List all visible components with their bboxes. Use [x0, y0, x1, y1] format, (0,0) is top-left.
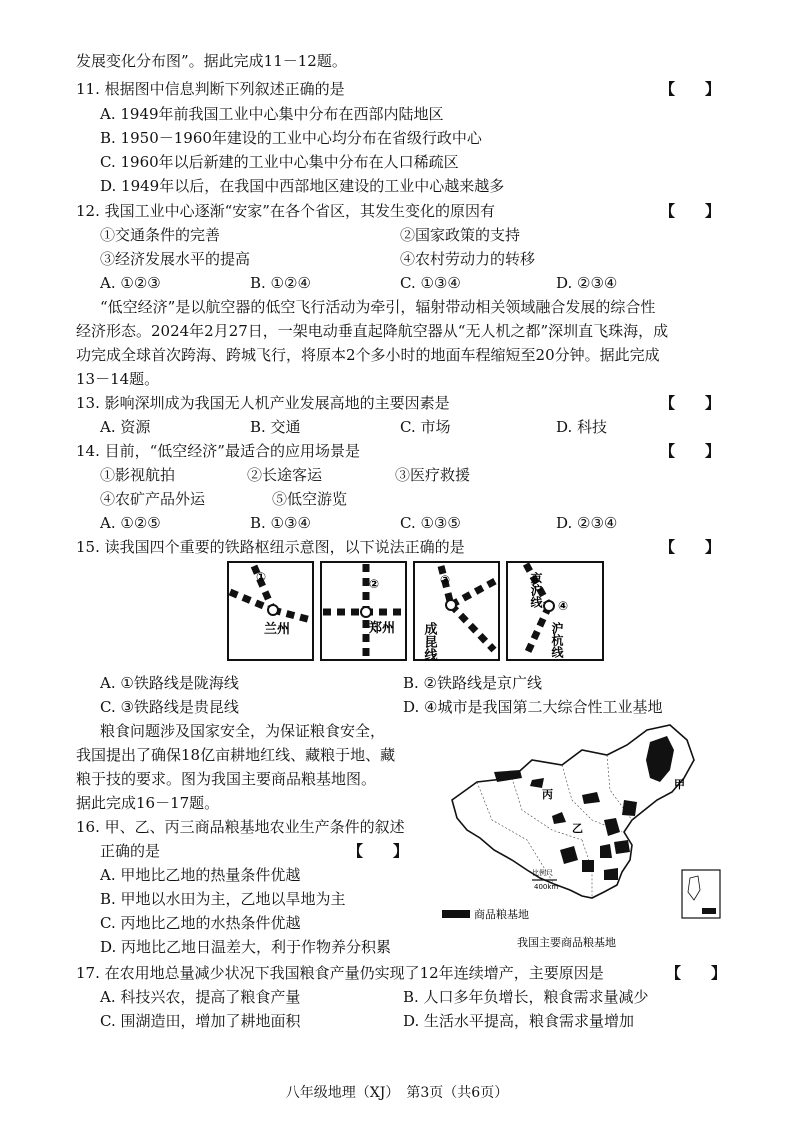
label-yi: 乙 [572, 822, 583, 835]
hub-map-4-bottom-line: 沪杭线 [550, 622, 564, 658]
q15-answer-bracket[interactable]: 【 】 [660, 538, 721, 556]
q13-option-b[interactable]: B. 交通 [250, 418, 301, 436]
q12-option-c[interactable]: C. ①③④ [400, 274, 461, 292]
q12-option-a[interactable]: A. ①②③ [100, 274, 161, 292]
q16-option-d[interactable]: D. 丙地比乙地日温差大，利于作物养分积累 [100, 938, 392, 956]
q17-option-c[interactable]: C. 围湖造田，增加了耕地面积 [100, 1012, 301, 1030]
q12-answer-bracket[interactable]: 【 】 [660, 202, 721, 220]
q12-item-1: ①交通条件的完善 [100, 226, 221, 244]
hub-map-2 [321, 562, 406, 660]
passage2-line-2: 我国提出了确保18亿亩耕地红线、藏粮于地、藏 [76, 746, 396, 764]
q12-item-2: ②国家政策的支持 [400, 226, 521, 244]
q12-stem: 12. 我国工业中心逐渐“安家”在各个省区，其发生变化的原因有 [76, 202, 495, 220]
legend-label: 商品粮基地 [474, 908, 529, 921]
q16-stem-line-2: 正确的是 [100, 842, 161, 860]
q16-option-c[interactable]: C. 丙地比乙地的水热条件优越 [100, 914, 301, 932]
q17-option-b[interactable]: B. 人口多年负增长，粮食需求量减少 [403, 988, 649, 1006]
q16-option-a[interactable]: A. 甲地比乙地的热量条件优越 [100, 866, 301, 884]
q15-option-b[interactable]: B. ②铁路线是京广线 [403, 674, 543, 692]
q17-stem: 17. 在农用地总量减少状况下我国粮食产量仍实现了12年连续增产，主要原因是 [76, 964, 604, 982]
q14-stem: 14. 目前，“低空经济”最适合的应用场景是 [76, 442, 360, 460]
q13-stem: 13. 影响深圳成为我国无人机产业发展高地的主要因素是 [76, 394, 450, 412]
intro-line: 发展变化分布图”。据此完成11－12题。 [76, 52, 347, 70]
q15-option-d[interactable]: D. ④城市是我国第二大综合性工业基地 [403, 698, 663, 716]
q16-option-b[interactable]: B. 甲地以水田为主，乙地以旱地为主 [100, 890, 346, 908]
q14-item-2: ②长途客运 [247, 466, 323, 484]
page-footer: 八年级地理（XJ） 第3页（共6页） [285, 1085, 509, 1101]
q11-option-a[interactable]: A. 1949年前我国工业中心集中分布在西部内陆地区 [100, 105, 444, 123]
hub-map-4 [507, 562, 603, 660]
passage1-line-2: 经济形态。2024年2月27日，一架电动垂直起降航空器从“无人机之都”深圳直飞珠海，成 [76, 322, 669, 340]
q11-answer-bracket[interactable]: 【 】 [660, 80, 721, 98]
passage1-line-1: “低空经济”是以航空器的低空飞行活动为牵引，辐射带动相关领域融合发展的综合性 [100, 298, 656, 316]
q15-option-a[interactable]: A. ①铁路线是陇海线 [100, 674, 239, 692]
passage2-line-4: 据此完成16－17题。 [76, 794, 220, 812]
hub-map-3 [414, 562, 499, 662]
q17-option-d[interactable]: D. 生活水平提高，粮食需求量增加 [403, 1012, 635, 1030]
label-jia: 甲 [674, 778, 685, 791]
q13-option-c[interactable]: C. 市场 [400, 418, 451, 436]
q14-option-d[interactable]: D. ②③④ [556, 514, 618, 532]
hub-map-4-top-line: 京沪线 [529, 572, 543, 608]
q13-option-d[interactable]: D. 科技 [556, 418, 608, 436]
hub-map-1-number: ① [256, 570, 267, 584]
q14-item-5: ⑤低空游览 [272, 490, 348, 508]
hub-map-2-number: ② [369, 577, 380, 591]
legend-swatch [442, 910, 470, 918]
q14-option-a[interactable]: A. ①②⑤ [100, 514, 161, 532]
map-scale-km: 400km [534, 883, 559, 891]
q11-option-c[interactable]: C. 1960年以后新建的工业中心集中分布在人口稀疏区 [100, 153, 459, 171]
q16-stem-line-1: 16. 甲、乙、丙三商品粮基地农业生产条件的叙述 [76, 818, 405, 836]
q17-option-a[interactable]: A. 科技兴农，提高了粮食产量 [100, 988, 301, 1006]
hub-map-3-number: ③ [440, 573, 451, 587]
china-grain-base-map [432, 720, 732, 956]
q17-answer-bracket[interactable]: 【 】 [666, 964, 727, 982]
map-caption: 我国主要商品粮基地 [517, 936, 616, 949]
q13-answer-bracket[interactable]: 【 】 [660, 394, 721, 412]
q11-option-d[interactable]: D. 1949年以后，在我国中西部地区建设的工业中心越来越多 [100, 177, 505, 195]
q13-option-a[interactable]: A. 资源 [100, 418, 151, 436]
passage2-line-3: 粮于技的要求。图为我国主要商品粮基地图。 [76, 770, 377, 788]
label-bing: 丙 [542, 788, 553, 801]
passage1-line-3: 功完成全球首次跨海、跨城飞行，将原本2个多小时的地面车程缩短至20分钟。据此完成 [76, 346, 660, 364]
q12-item-3: ③经济发展水平的提高 [100, 250, 251, 268]
hub-map-2-city: 郑州 [369, 621, 396, 636]
q14-option-b[interactable]: B. ①③④ [250, 514, 311, 532]
q14-item-4: ④农矿产品外运 [100, 490, 206, 508]
hub-map-1-city: 兰州 [264, 622, 291, 637]
q12-item-4: ④农村劳动力的转移 [400, 250, 536, 268]
q14-answer-bracket[interactable]: 【 】 [660, 442, 721, 460]
q14-item-3: ③医疗救援 [395, 466, 471, 484]
passage1-line-4: 13－14题。 [76, 370, 160, 388]
q16-answer-bracket[interactable]: 【 】 [348, 842, 409, 860]
hub-map-3-line: 成昆线 [421, 622, 437, 661]
q12-option-b[interactable]: B. ①②④ [250, 274, 311, 292]
passage2-line-1: 粮食问题涉及国家安全，为保证粮食安全， [100, 722, 386, 740]
q14-option-c[interactable]: C. ①③⑤ [400, 514, 461, 532]
q11-option-b[interactable]: B. 1950－1960年建设的工业中心均分布在省级行政中心 [100, 129, 482, 147]
q12-option-d[interactable]: D. ②③④ [556, 274, 618, 292]
railway-hub-diagrams [226, 560, 606, 664]
q15-stem: 15. 读我国四个重要的铁路枢纽示意图，以下说法正确的是 [76, 538, 465, 556]
map-scale-label: 比例尺 [532, 869, 553, 877]
q14-item-1: ①影视航拍 [100, 466, 176, 484]
q15-option-c[interactable]: C. ③铁路线是贵昆线 [100, 698, 239, 716]
hub-map-4-number: ④ [558, 599, 569, 613]
hub-map-1 [228, 562, 313, 660]
q11-stem: 11. 根据图中信息判断下列叙述正确的是 [76, 80, 345, 98]
